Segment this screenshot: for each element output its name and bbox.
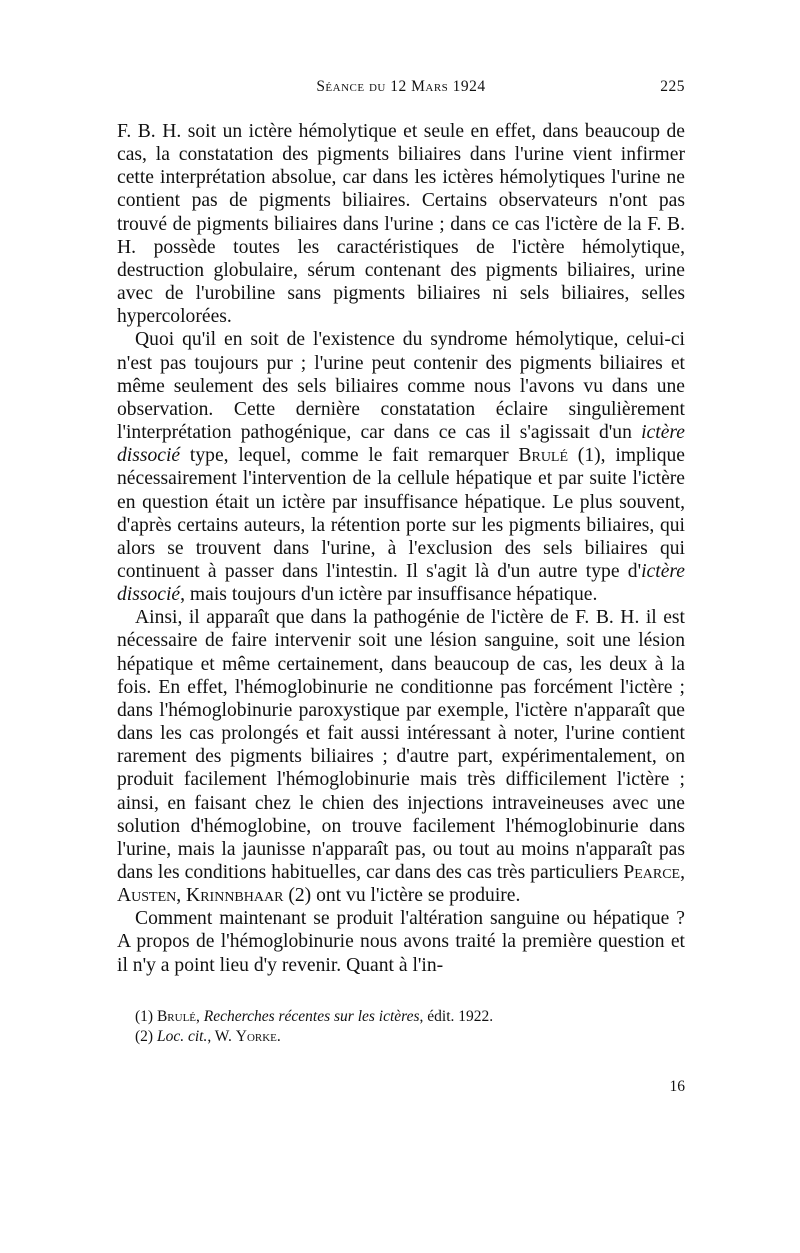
text-segment: , W. [207, 1027, 236, 1045]
book-title: Recherches récentes sur les ictères [203, 1007, 420, 1025]
page [117, 78, 685, 1095]
author-names: Pearce, Austen, Krinnbhaar [117, 862, 685, 907]
paragraph-2 [117, 328, 685, 606]
text-segment: , mais toujours d'un ictère par insuffisance hépatique. [180, 584, 598, 606]
citation-abbrev: Loc. cit. [156, 1027, 208, 1045]
footnote-marker: (1) [135, 1007, 157, 1025]
signature-mark: 16 [669, 1078, 685, 1095]
footnote-1 [135, 1007, 685, 1027]
text-segment: (1), implique nécessairement l'intervention de la cellule hépatique et par suite l'ictère en question était un ictère par insuffisance hépatique. Le plus souvent, d'après certains auteurs, la rétention porte sur les pigments biliaires, qui alors se trouvent dans l'urine, à l'exclusion des sels biliaires qui continuent à passer dans l'intestin. Il s'agit là d'un autre type d' [117, 445, 685, 582]
text-segment: Quoi qu'il en soit de l'existence du syndrome hémolytique, celui-ci n'est pas toujours pur ; l'urine peut contenir des pigments biliaires et même seulement des sels biliaires comme nous l'avons vu dans une observation. Cette dernière constatation éclaire singulièrement l'interprétation pathogénique, car dans ce cas il s'agissait d'un [117, 329, 685, 444]
running-head: Séance du 12 Mars 1924 [316, 78, 486, 95]
text-segment: . [276, 1027, 281, 1045]
paragraph-1 [117, 120, 685, 328]
italic-term: ictère dissocié [117, 422, 685, 467]
text-segment: Comment maintenant se produit l'altération sanguine ou hépatique ? A propos de l'hémoglobinurie nous avons traité la première question et il n'y a point lieu d'y revenir. Quant à l'in- [117, 908, 685, 976]
italic-term: ictère dissocié [117, 560, 685, 606]
footnote-2 [135, 1027, 685, 1047]
footnotes [117, 1007, 685, 1047]
paragraph-3 [117, 606, 685, 907]
text-segment: , édit. 1922. [419, 1007, 494, 1025]
author-name: Brulé [156, 1007, 197, 1025]
text-segment: type, lequel, comme le fait remarquer [180, 445, 519, 467]
text-segment: (2) ont vu l'ictère se produire. [283, 885, 521, 907]
footnote-marker: (2) [135, 1027, 157, 1045]
body-text [117, 120, 685, 977]
text-segment: F. B. H. soit un ictère hémolytique et seule en effet, dans beaucoup de cas, la constatation des pigments biliaires dans l'urine vient infirmer cette interprétation absolue, car dans les ictères hémolytiques l'urine ne contient pas de pigments biliaires. Certains observateurs n'ont pas trouvé de pigments biliaires dans l'urine ; dans ce cas l'ictère de la F. B. H. possède toutes les caractéristiques de l'ictère hémolytique, destruction globulaire, sérum contenant des pigments biliaires, urine avec de l'urobiline sans pigments biliaires ni sels biliaires, selles hypercolorées. [117, 121, 685, 328]
page-header [117, 78, 685, 102]
text-segment: , [196, 1007, 204, 1025]
author-name: Brulé [518, 445, 569, 467]
text-segment: Ainsi, il apparaît que dans la pathogénie de l'ictère de F. B. H. il est nécessaire de faire intervenir soit une lésion sanguine, soit une lésion hépatique et même certainement, dans beaucoup de cas, les deux à la fois. En effet, l'hémoglobinurie ne conditionne pas forcément l'ictère ; dans l'hémoglobinurie paroxystique par exemple, l'ictère n'apparaît que dans les cas prolongés et fait aussi intéressant à noter, l'urine contient rarement des pigments biliaires ; d'autre part, expérimentalement, on produit facilement l'hémoglobinurie mais très difficilement l'ictère ; ainsi, en faisant chez le chien des injections intraveineuses avec une solution d'hémoglobine, on trouve facilement l'hémoglobinurie dans l'urine, mais la jaunisse n'apparaît pas, ou tout au moins n'apparaît pas dans les conditions habituelles, car dans des cas très particuliers [117, 607, 685, 883]
author-name: Yorke [235, 1027, 277, 1045]
page-number: 225 [660, 78, 685, 95]
paragraph-4 [117, 907, 685, 976]
